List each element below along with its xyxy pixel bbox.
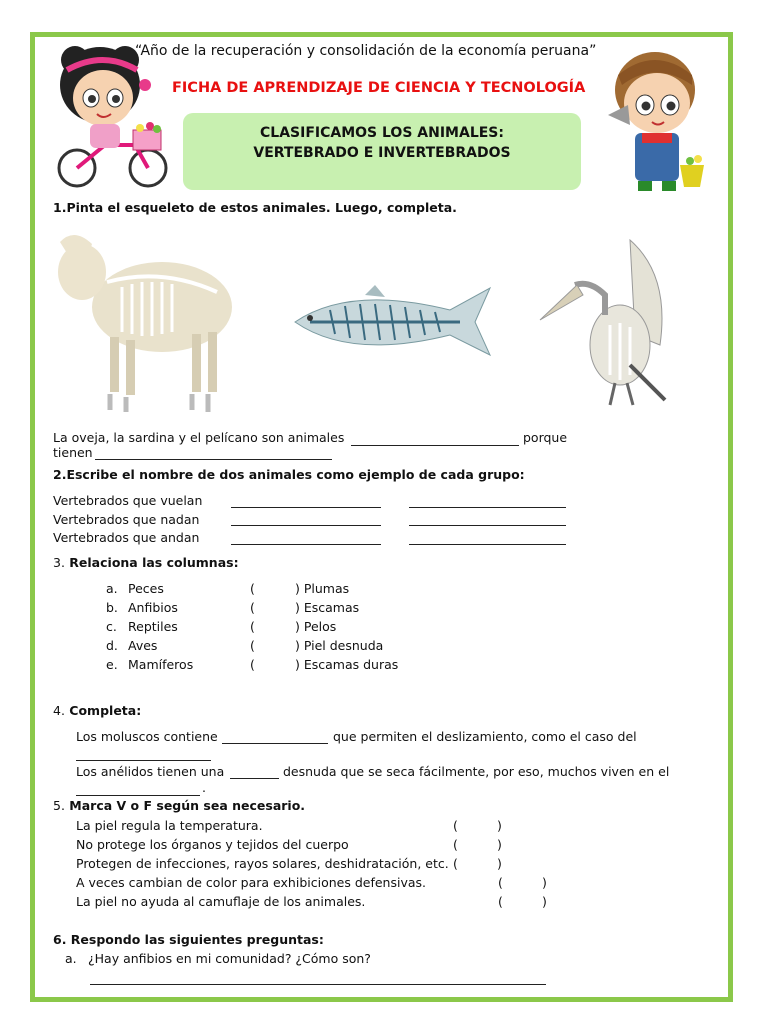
- q1-heading: 1.Pinta el esqueleto de estos animales. Luego, completa.: [53, 200, 457, 215]
- q3-right-item: ) Plumas: [295, 581, 350, 596]
- q5-statement: A veces cambian de color para exhibiciones defensivas.: [76, 875, 426, 890]
- q6-question-a: ¿Hay anfibios en mi comunidad? ¿Cómo son?: [88, 951, 371, 966]
- q4-sentence-1-part-a: Los moluscos contiene: [76, 729, 218, 744]
- q4-answer-line-1[interactable]: [222, 743, 328, 744]
- q5-vf-close: ): [542, 894, 547, 909]
- q3-number: 3.: [53, 555, 65, 570]
- q4-heading-text: Completa:: [69, 703, 142, 718]
- q5-statement: No protege los órganos y tejidos del cuerpo: [76, 837, 349, 852]
- q5-statement: Protegen de infecciones, rayos solares, deshidratación, etc.: [76, 856, 449, 871]
- q2-row-fly: Vertebrados que vuelan: [53, 493, 203, 508]
- q3-left-item: b. Anfibios: [106, 600, 178, 615]
- worksheet-subtitle: FICHA DE APRENDIZAJE DE CIENCIA Y TECNOLOGÍA: [172, 80, 586, 96]
- q3-right-item: ) Escamas: [295, 600, 360, 615]
- q1-sentence-part-b: porque: [523, 430, 568, 445]
- q4-number: 4.: [53, 703, 65, 718]
- q6-heading: 6. Respondo las siguientes preguntas:: [53, 932, 324, 947]
- q1-sentence-part-a: La oveja, la sardina y el pelícano son animales: [53, 430, 345, 445]
- q5-vf-close: ): [542, 875, 547, 890]
- q4-answer-line-4[interactable]: [76, 795, 200, 796]
- q3-heading: [53, 555, 239, 570]
- sardine-skeleton-image: [290, 280, 495, 360]
- q2-walk-answer-2[interactable]: [409, 544, 566, 545]
- q3-answer-paren[interactable]: (: [250, 619, 255, 634]
- q4-heading: [53, 703, 141, 718]
- q6-item-letter: a.: [65, 951, 77, 966]
- q3-left-item: e. Mamíferos: [106, 657, 194, 672]
- q3-left-item: a. Peces: [106, 581, 164, 596]
- q3-left-item: c. Reptiles: [106, 619, 178, 634]
- title-line-1: CLASIFICAMOS LOS ANIMALES:: [260, 125, 504, 141]
- q3-answer-paren[interactable]: (: [250, 638, 255, 653]
- q4-sentence-2-part-b: desnuda que se seca fácilmente, por eso, muchos viven en el: [283, 764, 670, 779]
- pelican-skeleton-image: [535, 225, 685, 420]
- q2-row-walk: Vertebrados que andan: [53, 530, 200, 545]
- q5-vf-close: ): [497, 837, 502, 852]
- q1-answer-line-1[interactable]: [351, 445, 519, 446]
- q3-answer-paren[interactable]: (: [250, 657, 255, 672]
- q2-fly-answer-1[interactable]: [231, 507, 381, 508]
- q3-left-item: d. Aves: [106, 638, 158, 653]
- q5-number: 5.: [53, 798, 65, 813]
- year-motto: “Año de la recuperación y consolidación de la economía peruana”: [135, 43, 597, 59]
- q5-vf-close: ): [497, 856, 502, 871]
- q5-statement: La piel no ayuda al camuflaje de los animales.: [76, 894, 366, 909]
- q2-fly-answer-2[interactable]: [409, 507, 566, 508]
- q5-vf-open[interactable]: (: [498, 894, 503, 909]
- q5-heading: [53, 798, 305, 813]
- q5-vf-open[interactable]: (: [453, 837, 458, 852]
- sheep-skeleton-image: [52, 222, 232, 420]
- q4-sentence-2-end: .: [202, 780, 206, 795]
- boy-with-bucket-illustration: [600, 45, 715, 195]
- q5-vf-close: ): [497, 818, 502, 833]
- q5-vf-open[interactable]: (: [453, 818, 458, 833]
- q3-right-item: ) Piel desnuda: [295, 638, 384, 653]
- q3-answer-paren[interactable]: (: [250, 581, 255, 596]
- q3-right-item: ) Escamas duras: [295, 657, 399, 672]
- q2-heading: 2.Escribe el nombre de dos animales como ejemplo de cada grupo:: [53, 467, 525, 482]
- q2-swim-answer-1[interactable]: [231, 525, 381, 526]
- q1-sentence-part-c: tienen: [53, 445, 93, 460]
- q2-walk-answer-1[interactable]: [231, 544, 381, 545]
- q5-statement: La piel regula la temperatura.: [76, 818, 263, 833]
- q4-answer-line-2[interactable]: [76, 760, 211, 761]
- title-box: [183, 113, 581, 190]
- q2-row-swim: Vertebrados que nadan: [53, 512, 200, 527]
- q2-swim-answer-2[interactable]: [409, 525, 566, 526]
- title-line-2: VERTEBRADO E INVERTEBRADOS: [253, 145, 511, 161]
- q4-answer-line-3[interactable]: [230, 778, 279, 779]
- q3-answer-paren[interactable]: (: [250, 600, 255, 615]
- q4-sentence-1-part-b: que permiten el deslizamiento, como el caso del: [333, 729, 637, 744]
- q3-heading-text: Relaciona las columnas:: [69, 555, 239, 570]
- q3-right-item: ) Pelos: [295, 619, 337, 634]
- girl-on-bicycle-illustration: [45, 40, 175, 190]
- q5-heading-text: Marca V o F según sea necesario.: [69, 798, 306, 813]
- q5-vf-open[interactable]: (: [498, 875, 503, 890]
- q4-sentence-2-part-a: Los anélidos tienen una: [76, 764, 225, 779]
- q1-answer-line-2[interactable]: [95, 459, 332, 460]
- q6-answer-line[interactable]: [90, 984, 546, 985]
- q5-vf-open[interactable]: (: [453, 856, 458, 871]
